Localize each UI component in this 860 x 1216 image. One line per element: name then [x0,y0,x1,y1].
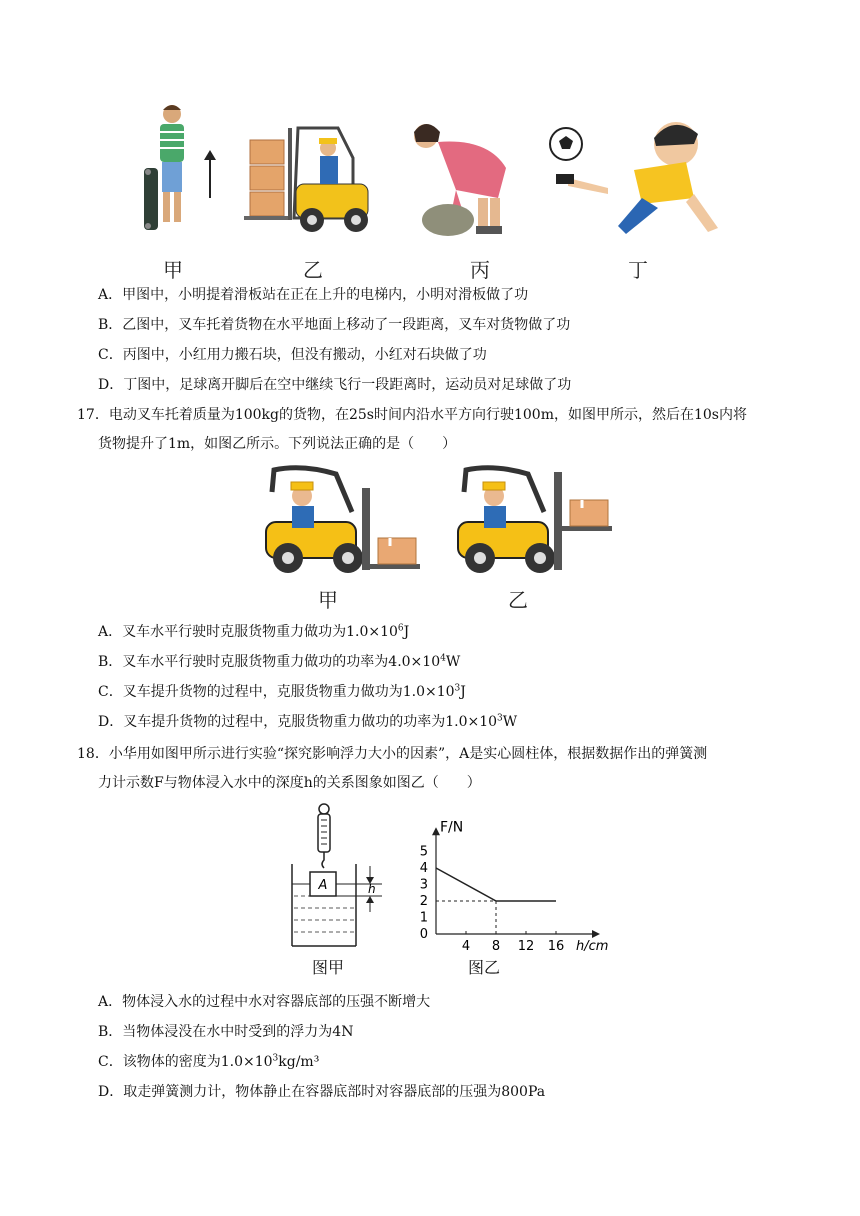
q17-figure [262,462,618,610]
x-tick-label: 16 [547,939,565,954]
q16-fig-label-3: 丙 [470,258,490,282]
q16-option-b: B．乙图中，叉车托着货物在水平地面上移动了一段距离，叉车对货物做了功 [98,317,571,333]
y-tick-label: 0 [419,927,428,942]
q17-forklift-illustrations [262,462,618,582]
q18-apparatus-drawing [284,800,394,950]
q17-fig-label-2: 乙 [508,588,528,612]
q17-option-d: D．叉车提升货物的过程中，克服货物重力做功的功率为$1.0\times 10^3W$ [98,713,518,730]
depth-label: h [368,882,376,896]
q17-stem-line2: 货物提升了1m，如图乙所示。下列说法正确的是（ ） [98,436,457,452]
y-tick-label: 1 [419,910,428,926]
y-tick-label: 2 [419,894,428,909]
q16-illustrations [138,98,724,278]
f-h-chart [404,800,609,956]
q16-option-d: D．丁图中，足球离开脚后在空中继续飞行一段距离时，运动员对足球做了功 [98,377,572,393]
q16-option-a: A．甲图中，小明提着滑板站在正在上升的电梯内，小明对滑板做了功 [98,287,529,303]
q18-fig-label-1: 图甲 [312,958,345,977]
x-tick-label: 12 [517,939,535,954]
forklift-raised-cargo-icon [458,468,612,573]
q17-option-a: A．叉车水平行驶时克服货物重力做功为$1.0\times 10^6J$ [98,623,410,640]
data-line [436,868,556,901]
y-tick-label: 4 [419,861,428,876]
q18-stem-line1: 18．小华用如图甲所示进行实验“探究影响浮力大小的因素”，A是实心圆柱体，根据数据作出的弹簧测 [77,746,708,762]
x-axis-arrow [592,930,600,938]
q18-option-c: C．该物体的密度为$1.0\times 10^3kg/m^3$ [98,1053,320,1070]
q16-fig-label-2: 乙 [303,258,323,282]
q18-option-b: B．当物体浸没在水中时受到的浮力为4N [98,1024,354,1040]
q18-graph-figure [404,800,609,980]
q16-fig-label-4: 丁 [628,258,648,282]
spring-scale-icon [318,804,330,868]
boy-with-skateboard-icon [144,105,184,230]
y-axis-arrow [432,827,440,835]
q17-fig-label-1: 甲 [318,588,338,612]
block-label: A [318,878,328,893]
y-tick-label: 3 [419,877,428,893]
girl-lifting-stone-icon [414,124,506,236]
x-axis-label: h/cm [576,939,609,954]
y-axis-label: F/N [440,819,464,836]
y-tick-label: 5 [419,844,428,860]
q16-option-c: C．丙图中，小红用力搬石块，但没有搬动，小红对石块做了功 [98,347,487,363]
up-arrow-icon [204,150,216,198]
q17-option-b: B．叉车水平行驶时克服货物重力做功的功率为$4.0\times 10^4W$ [98,653,461,670]
x-tick-label: 8 [491,939,501,954]
q17-option-c: C．叉车提升货物的过程中，克服货物重力做功为$1.0\times 10^3J$ [98,683,466,700]
q18-option-d: D．取走弹簧测力计，物体静止在容器底部时对容器底部的压强为800Pa [98,1084,546,1100]
q18-option-a: A．物体浸入水的过程中水对容器底部的压强不断增大 [98,994,431,1010]
forklift-with-boxes-icon [244,128,368,232]
boy-kicking-football-icon [550,122,718,234]
q16-figure [138,98,724,282]
q18-stem-line2: 力计示数F与物体浸入水中的深度h的关系图象如图乙（ ） [98,775,481,791]
x-tick-label: 4 [461,939,471,954]
q18-fig-label-2: 图乙 [468,958,501,977]
forklift-low-cargo-icon [266,468,420,573]
q18-apparatus-figure [284,800,394,980]
q17-stem-line1: 17．电动叉车托着质量为100kg的货物，在25s时间内沿水平方向行驶100m，如图甲所示，然后在10s内将 [77,407,747,423]
q16-fig-label-1: 甲 [163,258,183,282]
